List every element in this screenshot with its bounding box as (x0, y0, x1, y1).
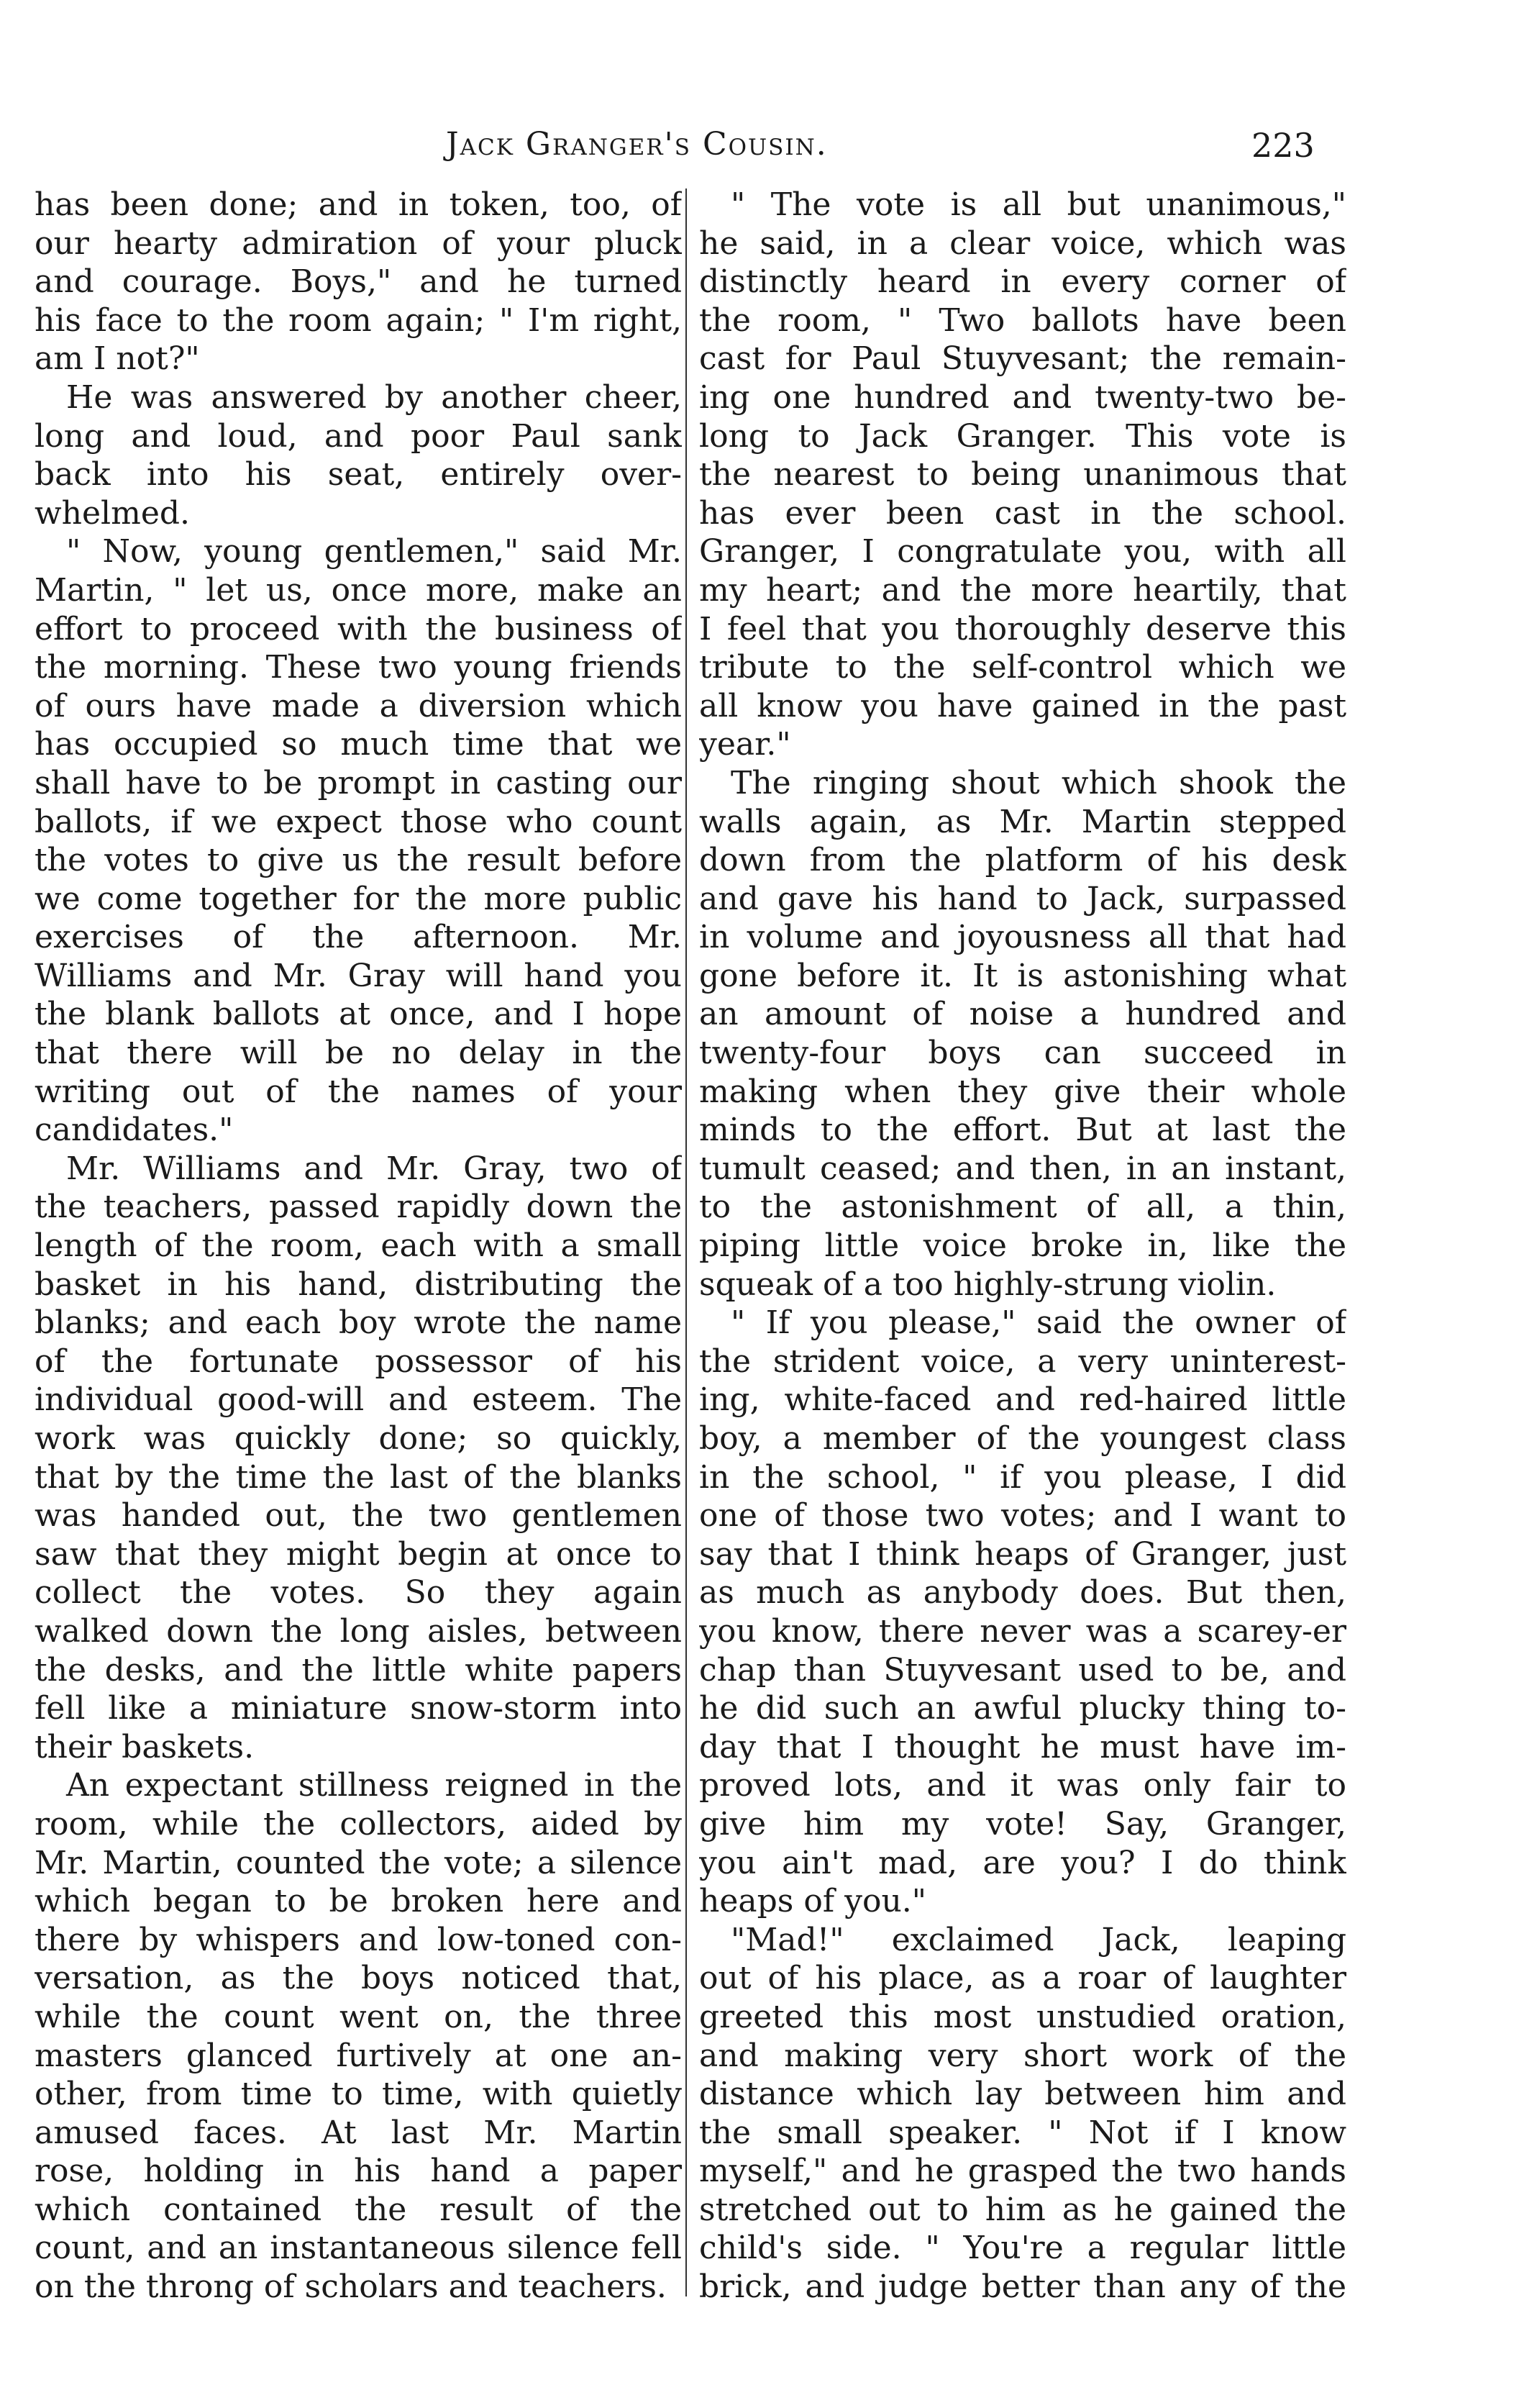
right-column (699, 186, 1346, 2307)
text-line: brick, and judge better than any of the (699, 2268, 1346, 2306)
text-line: Williams and Mr. Gray will hand you (35, 957, 682, 994)
text-line: child's side. " You're a regular little (699, 2230, 1346, 2267)
text-line: whelmed. (35, 494, 191, 532)
text-line: "Mad!" exclaimed Jack, leaping (731, 1921, 1346, 1958)
text-line: day that I thought he must have im- (699, 1728, 1346, 1766)
text-line: making when they give their whole (699, 1073, 1346, 1110)
text-line: ing one hundred and twenty-two be- (699, 378, 1346, 416)
text-line: exercises of the afternoon. Mr. (35, 919, 682, 956)
left-column (35, 186, 682, 2307)
text-line: ing, white-faced and red-haired little (699, 1381, 1346, 1419)
text-line: as much as anybody does. But then, (699, 1574, 1346, 1612)
text-line: the nearest to being unanimous that (699, 456, 1346, 494)
text-line: room, while the collectors, aided by (35, 1805, 682, 1843)
text-line: has ever been cast in the school. (699, 494, 1346, 532)
text-line: " The vote is all but unanimous," (731, 186, 1346, 223)
text-line: Martin, " let us, once more, make an (35, 571, 682, 609)
text-line: long and loud, and poor Paul sank (35, 417, 682, 455)
text-line: writing out of the names of your (35, 1073, 682, 1110)
text-line: versation, as the boys noticed that, (35, 1960, 682, 1997)
text-line: the desks, and the little white papers (35, 1651, 682, 1689)
text-line: and courage. Boys," and he turned (35, 263, 682, 301)
text-line: one of those two votes; and I want to (699, 1497, 1346, 1535)
text-line: fell like a miniature snow-storm into (35, 1690, 682, 1727)
text-line: give him my vote! Say, Granger, (699, 1805, 1346, 1843)
text-line: and gave his hand to Jack, surpassed (699, 880, 1346, 917)
text-line: length of the room, each with a small (35, 1227, 682, 1265)
text-line: walked down the long aisles, between (35, 1612, 682, 1650)
text-line: chap than Stuyvesant used to be, and (699, 1651, 1346, 1689)
text-line: there by whispers and low-toned con- (35, 1921, 682, 1958)
text-line: proved lots, and it was only fair to (699, 1767, 1346, 1804)
text-line: was handed out, the two gentlemen (35, 1497, 682, 1535)
text-line: he said, in a clear voice, which was (699, 224, 1346, 262)
text-line: piping little voice broke in, like the (699, 1227, 1346, 1265)
text-line: work was quickly done; so quickly, (35, 1420, 682, 1457)
text-line: Granger, I congratulate you, with all (699, 533, 1346, 571)
text-line: you ain't mad, are you? I do think (699, 1844, 1346, 1881)
text-line: on the throng of scholars and teachers. (35, 2268, 667, 2306)
text-line: He was answered by another cheer, (66, 378, 682, 416)
text-line: tumult ceased; and then, in an instant, (699, 1150, 1346, 1187)
text-line: Mr. Williams and Mr. Gray, two of (66, 1150, 682, 1187)
text-line: distinctly heard in every corner of (699, 263, 1346, 301)
text-line: which contained the result of the (35, 2191, 682, 2228)
text-line: the teachers, passed rapidly down the (35, 1189, 682, 1226)
running-head (0, 126, 1519, 176)
text-line: minds to the effort. But at last the (699, 1112, 1346, 1149)
text-line: greeted this most unstudied oration, (699, 1998, 1346, 2035)
text-line: gone before it. It is astonishing what (699, 957, 1346, 994)
text-line: " Now, young gentlemen," said Mr. (66, 533, 682, 571)
text-line: that there will be no delay in the (35, 1035, 682, 1072)
text-line: we come together for the more public (35, 880, 682, 917)
text-line: walls again, as Mr. Martin stepped (699, 803, 1346, 840)
text-line: his face to the room again; " I'm right, (35, 301, 682, 339)
text-line: candidates." (35, 1112, 234, 1149)
text-line: their baskets. (35, 1728, 255, 1766)
text-line: am I not?" (35, 340, 200, 378)
text-line: an amount of noise a hundred and (699, 996, 1346, 1033)
text-line: in volume and joyousness all that had (699, 919, 1346, 956)
text-line: say that I think heaps of Granger, just (699, 1535, 1346, 1573)
text-line: masters glanced furtively at one an- (35, 2037, 682, 2074)
text-line: cast for Paul Stuyvesant; the remain- (699, 340, 1346, 378)
text-line: Mr. Martin, counted the vote; a silence (35, 1844, 682, 1881)
text-line: my heart; and the more heartily, that (699, 571, 1346, 609)
running-title: Jack Granger's Cousin. (446, 126, 828, 163)
text-line: down from the platform of his desk (699, 842, 1346, 879)
text-line: has been done; and in token, too, of (35, 186, 682, 223)
text-line: The ringing shout which shook the (731, 764, 1346, 801)
text-line: that by the time the last of the blanks (35, 1458, 682, 1496)
text-line: the room, " Two ballots have been (699, 301, 1346, 339)
text-line: amused faces. At last Mr. Martin (35, 2114, 682, 2151)
text-line: myself," and he grasped the two hands (699, 2153, 1346, 2190)
text-line: year." (699, 726, 791, 763)
text-line: our hearty admiration of your pluck (35, 224, 682, 262)
column-divider (685, 188, 687, 2296)
text-line: I feel that you thoroughly deserve this (699, 610, 1346, 648)
text-line: individual good-will and esteem. The (35, 1381, 682, 1419)
text-line: collect the votes. So they again (35, 1574, 682, 1612)
text-line: has occupied so much time that we (35, 726, 682, 763)
text-line: shall have to be prompt in casting our (35, 764, 682, 801)
text-line: the blank ballots at once, and I hope (35, 996, 682, 1033)
text-line: basket in his hand, distributing the (35, 1266, 682, 1303)
text-line: count, and an instantaneous silence fell (35, 2230, 682, 2267)
text-line: in the school, " if you please, I did (699, 1458, 1346, 1496)
text-line: while the count went on, the three (35, 1998, 682, 2035)
text-line: rose, holding in his hand a paper (35, 2153, 682, 2190)
text-line: ballots, if we expect those who count (35, 803, 682, 840)
text-line: the morning. These two young friends (35, 649, 682, 686)
text-line: effort to proceed with the business of (35, 610, 682, 648)
text-line: he did such an awful plucky thing to- (699, 1690, 1346, 1727)
text-line: back into his seat, entirely over- (35, 456, 682, 494)
text-line: saw that they might begin at once to (35, 1535, 682, 1573)
text-line: squeak of a too highly-strung violin. (699, 1266, 1277, 1303)
text-line: blanks; and each boy wrote the name (35, 1304, 682, 1342)
text-line: the small speaker. " Not if I know (699, 2114, 1346, 2151)
text-line: of the fortunate possessor of his (35, 1342, 682, 1380)
text-line: out of his place, as a roar of laughter (699, 1960, 1346, 1997)
text-line: which began to be broken here and (35, 1883, 682, 1920)
text-line: distance which lay between him and (699, 2076, 1346, 2113)
text-line: the strident voice, a very uninterest- (699, 1342, 1346, 1380)
text-line: long to Jack Granger. This vote is (699, 417, 1346, 455)
text-line: and making very short work of the (699, 2037, 1346, 2074)
text-line: you know, there never was a scarey-er (699, 1612, 1346, 1650)
text-line: tribute to the self-control which we (699, 649, 1346, 686)
text-line: other, from time to time, with quietly (35, 2076, 682, 2113)
text-line: to the astonishment of all, a thin, (699, 1189, 1346, 1226)
text-line: An expectant stillness reigned in the (66, 1767, 682, 1804)
text-line: " If you please," said the owner of (731, 1304, 1346, 1342)
text-line: stretched out to him as he gained the (699, 2191, 1346, 2228)
text-line: all know you have gained in the past (699, 687, 1346, 724)
text-line: boy, a member of the youngest class (699, 1420, 1346, 1457)
text-line: the votes to give us the result before (35, 842, 682, 879)
text-line: heaps of you." (699, 1883, 927, 1920)
page-number: 223 (1251, 126, 1315, 165)
text-line: twenty-four boys can succeed in (699, 1035, 1346, 1072)
text-line: of ours have made a diversion which (35, 687, 682, 724)
